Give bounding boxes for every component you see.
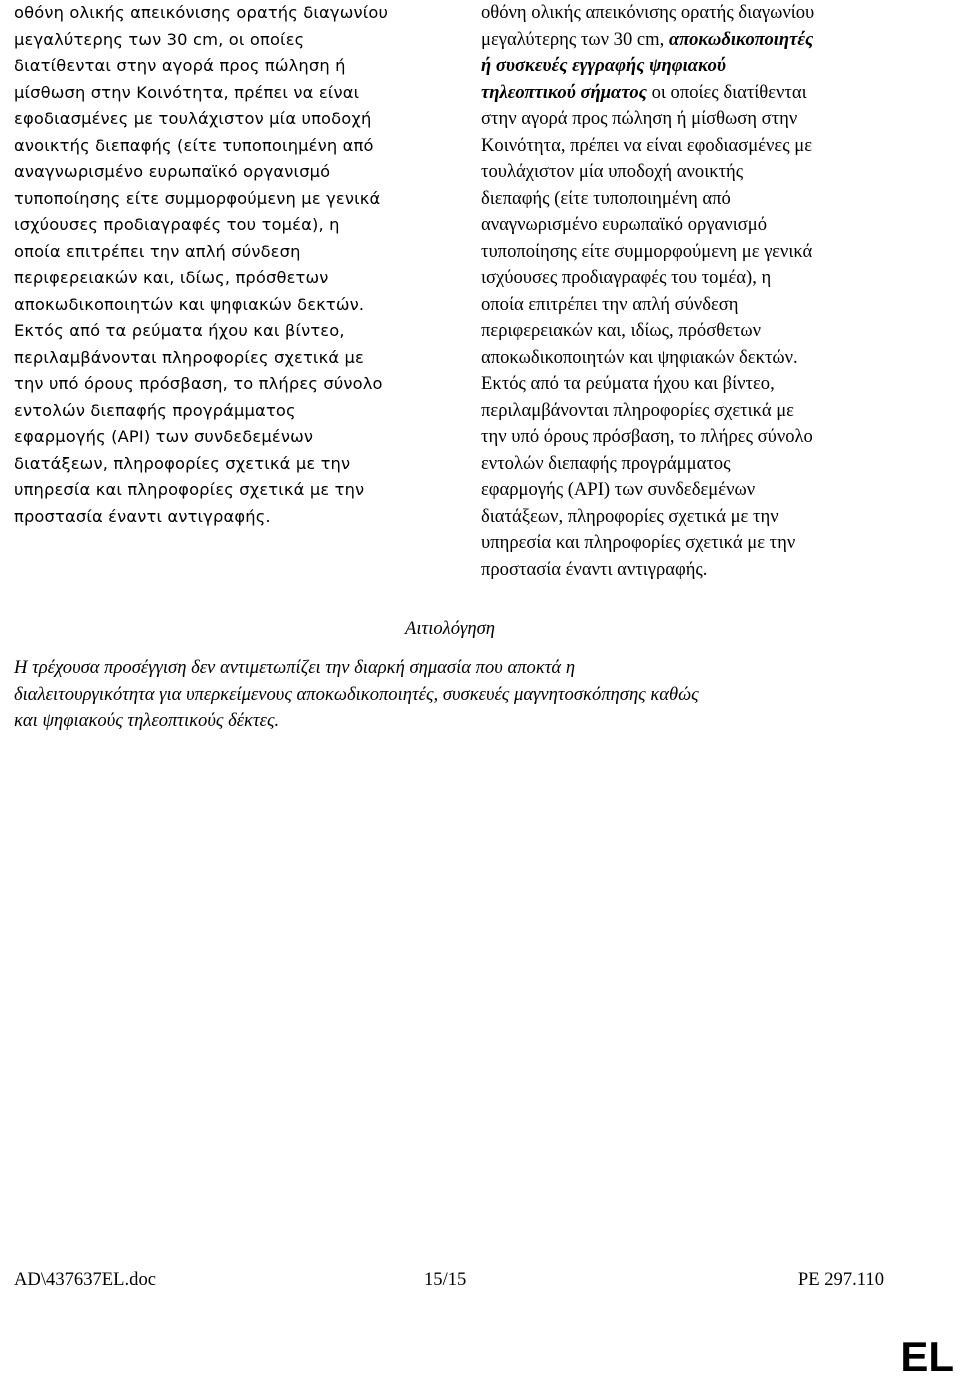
right-line: υπηρεσία και πληροφορίες σχετικά με την (481, 532, 796, 553)
right-line: οποία επιτρέπει την απλή σύνδεση (481, 293, 739, 315)
left-line: αποκωδικοποιητών και ψηφιακών δεκτών. (14, 294, 365, 314)
document-reference: AD\437637EL.doc (14, 1269, 157, 1290)
right-line: περιλαμβάνονται πληροφορίες σχετικά με (481, 399, 794, 421)
amendment-highlight: τηλεοπτικού σήματος (481, 81, 647, 103)
right-line: αποκωδικοποιητών και ψηφιακών δεκτών. (481, 346, 798, 368)
right-line: περιφερειακών και, ιδίως, πρόσθετων (481, 320, 762, 341)
amendment-highlight: ή συσκευές εγγραφής ψηφιακού (481, 55, 726, 76)
left-line: εντολών διεπαφής προγράμματος (14, 400, 296, 420)
left-line: υπηρεσία και πληροφορίες σχετικά με την (14, 480, 365, 499)
right-line: εντολών διεπαφής προγράμματος (481, 452, 731, 474)
justification-line: διαλειτουργικότητα για υπερκείμενους αποκωδικοποιητές, συσκευές μαγνητοσκόπησης καθώς (14, 683, 699, 705)
left-line: οποία επιτρέπει την απλή σύνδεση (14, 241, 301, 261)
right-column-amendment-text (481, 0, 941, 583)
left-line: μεγαλύτερης των 30 cm, οι οποίες (14, 29, 305, 49)
right-line: τουλάχιστον μία υποδοχή ανοικτής (481, 161, 744, 182)
justification-heading: Αιτιολόγηση (405, 618, 495, 639)
right-line-plain: μεγαλύτερης των 30 cm, (481, 28, 669, 50)
right-line (481, 80, 941, 107)
left-line: Εκτός από τα ρεύματα ήχου και βίντεο, (14, 321, 345, 340)
right-line: προστασία έναντι αντιγραφής. (481, 558, 708, 580)
right-line: την υπό όρους πρόσβαση, το πλήρες σύνολο (481, 426, 813, 447)
right-line: διατάξεων, πληροφορίες σχετικά με την (481, 505, 779, 527)
justification-line: Η τρέχουσα προσέγγιση δεν αντιμετωπίζει την διαρκή σημασία που αποκτά η (14, 657, 576, 678)
left-line: προστασία έναντι αντιγραφής. (14, 506, 271, 526)
left-line: εφοδιασμένες με τουλάχιστον μία υποδοχή (14, 109, 372, 128)
right-line-plain: οι οποίες διατίθενται (646, 81, 807, 103)
left-line: τυποποίησης είτε συμμορφούμενη με γενικά (14, 188, 381, 208)
right-line: στην αγορά προς πώληση ή μίσθωση στην (481, 108, 798, 129)
right-line: Εκτός από τα ρεύματα ήχου και βίντεο, (481, 373, 775, 394)
left-line: την υπό όρους πρόσβαση, το πλήρες σύνολο (14, 374, 383, 393)
left-line: οθόνη ολικής απεικόνισης ορατής διαγωνίου (14, 3, 389, 22)
right-line (481, 27, 941, 54)
pe-reference: PE 297.110 (797, 1269, 884, 1290)
right-line: ισχύουσες προδιαγραφές του τομέα), η (481, 267, 772, 288)
amendment-highlight: αποκωδικοποιητές (668, 28, 814, 50)
left-line: περιφερειακών και, ιδίως, πρόσθετων (14, 268, 329, 287)
left-line: ισχύουσες προδιαγραφές του τομέα), η (14, 215, 340, 234)
right-line: οθόνη ολικής απεικόνισης ορατής διαγωνίου (481, 2, 815, 23)
right-line: διεπαφής (είτε τυποποιημένη από (481, 187, 731, 209)
justification-line: και ψηφιακούς τηλεοπτικούς δέκτες. (14, 710, 280, 731)
left-line: περιλαμβάνονται πληροφορίες σχετικά με (14, 347, 364, 367)
left-line: εφαρμογής (API) των συνδεδεμένων (14, 427, 314, 446)
left-line: ανοικτής διεπαφής (είτε τυποποιημένη από (14, 135, 374, 155)
right-line: τυποποίησης είτε συμμορφούμενη με γενικά (481, 240, 813, 262)
right-line: εφαρμογής (API) των συνδεδεμένων (481, 479, 756, 500)
right-line: Κοινότητα, πρέπει να είναι εφοδιασμένες με (481, 134, 813, 156)
right-line: αναγνωρισμένο ευρωπαϊκό οργανισμό (481, 214, 767, 235)
left-line: μίσθωση στην Κοινότητα, πρέπει να είναι (14, 82, 360, 102)
justification-text (14, 655, 914, 735)
left-line: διατάξεων, πληροφορίες σχετικά με την (14, 453, 351, 473)
page-number: 15/15 (424, 1269, 467, 1290)
left-line: αναγνωρισμένο ευρωπαϊκό οργανισμό (14, 162, 331, 181)
left-line: διατίθενται στην αγορά προς πώληση ή (14, 56, 346, 75)
language-code: EL (900, 1333, 954, 1380)
left-column-original-text (14, 0, 444, 530)
page-footer (14, 1267, 884, 1293)
